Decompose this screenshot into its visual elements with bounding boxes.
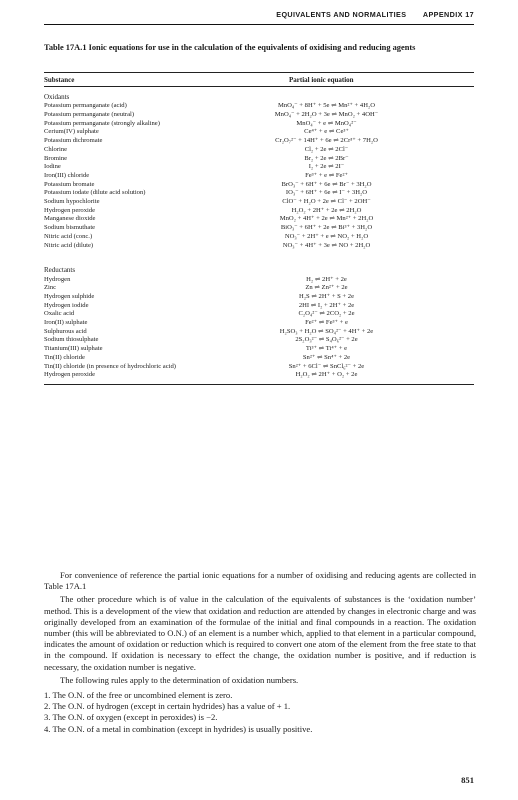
- paragraph: The following rules apply to the determination of oxidation numbers.: [60, 674, 299, 685]
- substance-cell: Hydrogen: [44, 275, 71, 283]
- equation-cell: NO₃⁻ + 4H⁺ + 3e ⇌ NO + 2H₂O: [282, 241, 371, 249]
- equation-cell: H₂SO₃ + H₂O ⇌ SO₄²⁻ + 4H⁺ + 2e: [279, 327, 374, 335]
- equation-cell: Sn²⁺ ⇌ Sn⁴⁺ + 2e: [302, 353, 351, 361]
- equation-cell: 2S₂O₃²⁻ ⇌ S₄O₆²⁻ + 2e: [295, 336, 358, 344]
- table-row: [44, 242, 474, 251]
- table-row: [44, 120, 474, 129]
- table-caption: Table 17A.1 Ionic equations for use in the calculation of the equivalents of oxidising and reducing agents: [44, 43, 416, 52]
- table-row: [44, 215, 474, 224]
- paragraph: For convenience of reference the partial ionic equations for a number of oxidising and reducing agents are collected in Table 17A.1: [44, 570, 476, 592]
- equation-cell: ClO⁻ + H₂O + 2e ⇌ Cl⁻ + 2OH⁻: [282, 198, 371, 206]
- equation-cell: MnO₂ + 4H⁺ + 2e ⇌ Mn²⁺ + 2H₂O: [279, 215, 374, 223]
- table-row: [44, 181, 474, 190]
- table-row: [44, 336, 474, 345]
- substance-cell: Manganese dioxide: [44, 215, 96, 223]
- equation-cell: Br₂ + 2e ⇌ 2Br⁻: [304, 154, 349, 162]
- equation-cell: MnO₄⁻ + 2H₂O + 3e ⇌ MnO₂ + 4OH⁻: [274, 111, 379, 118]
- substance-cell: Potassium permanganate (strongly alkaline): [44, 119, 160, 127]
- header-substance: Substance: [44, 75, 75, 84]
- table-row: [44, 319, 474, 328]
- table-row: [44, 284, 474, 293]
- equation-cell: Ce⁴⁺ + e ⇌ Ce³⁺: [304, 128, 349, 136]
- substance-cell: Sulphurous acid: [44, 327, 87, 335]
- substance-cell: Sodium bismuthate: [44, 224, 96, 232]
- substance-cell: Iron(III) chloride: [44, 171, 90, 179]
- substance-cell: Iron(II) sulphate: [44, 319, 88, 327]
- substance-cell: Iodine: [44, 163, 61, 171]
- substance-cell: Tin(II) chloride (in presence of hydrochloric acid): [44, 362, 176, 370]
- equation-cell: NO₃⁻ + 2H⁺ + e ⇌ NO₂ + H₂O: [284, 232, 369, 240]
- table-row: [44, 172, 474, 181]
- table-row: [44, 371, 474, 380]
- substance-cell: Nitric acid (dilute): [44, 241, 94, 249]
- rule-item: 2. The O.N. of hydrogen (except in certain hydrides) has a value of + 1.: [44, 701, 291, 712]
- substance-cell: Titanium(III) sulphate: [44, 345, 103, 353]
- equation-cell: C₂O₄²⁻ ⇌ 2CO₂ + 2e: [298, 310, 355, 318]
- header-equation: Partial ionic equation: [289, 75, 354, 84]
- table-row: [44, 354, 474, 363]
- equation-cell: MnO₄⁻ + e ⇌ MnO₄²⁻: [296, 119, 357, 127]
- table-row: [44, 189, 474, 198]
- equation-cell: Ti³⁺ ⇌ Ti⁴⁺ + e: [305, 345, 348, 353]
- rule-item: 3. The O.N. of oxygen (except in peroxides) is −2.: [44, 712, 218, 723]
- table-row: [44, 155, 474, 164]
- body-text: [44, 570, 476, 735]
- equation-cell: Zn ⇌ Zn²⁺ + 2e: [305, 284, 348, 292]
- table-row: [44, 233, 474, 242]
- substance-cell: Cerium(IV) sulphate: [44, 128, 99, 136]
- equation-cell: 2HI ⇌ I₂ + 2H⁺ + 2e: [298, 301, 355, 309]
- substance-cell: Sodium thiosulphate: [44, 336, 99, 344]
- substance-cell: Hydrogen sulphide: [44, 292, 95, 300]
- table-row: [44, 328, 474, 337]
- rule-item: 1. The O.N. of the free or uncombined element is zero.: [44, 690, 233, 701]
- substance-cell: Potassium permanganate (acid): [44, 102, 127, 110]
- table-row: [44, 102, 474, 111]
- substance-cell: Hydrogen peroxide: [44, 371, 96, 379]
- running-head-appendix: APPENDIX 17: [422, 10, 474, 19]
- substance-cell: Potassium iodate (dilute acid solution): [44, 189, 146, 197]
- equation-cell: Fe²⁺ ⇌ Fe³⁺ + e: [305, 319, 348, 327]
- equation-cell: Cr₂O₇²⁻ + 14H⁺ + 6e ⇌ 2Cr³⁺ + 7H₂O: [275, 137, 378, 145]
- equation-cell: H₂O₂ + 2H⁺ + 2e ⇌ 2H₂O: [291, 206, 362, 214]
- substance-cell: Potassium dichromate: [44, 137, 103, 145]
- equation-cell: H₂ ⇌ 2H⁺ + 2e: [306, 275, 347, 283]
- table-row: [44, 363, 474, 372]
- table-header-rule: [44, 86, 474, 87]
- substance-cell: Nitric acid (conc.): [44, 232, 93, 240]
- reductants-label: Reductants: [44, 266, 76, 275]
- table-row: [44, 128, 474, 137]
- equation-cell: BiO₃⁻ + 6H⁺ + 2e ⇌ Bi³⁺ + 3H₂O: [280, 224, 373, 232]
- table-row: [44, 198, 474, 207]
- oxidants-label: Oxidants: [44, 93, 70, 101]
- table-row: [44, 302, 474, 311]
- table-row: [44, 224, 474, 233]
- running-head: [44, 10, 474, 25]
- substance-cell: Oxalic acid: [44, 310, 75, 318]
- table-row: [44, 207, 474, 216]
- substance-cell: Hydrogen peroxide: [44, 206, 96, 214]
- equation-cell: Fe³⁺ + e ⇌ Fe²⁺: [305, 171, 348, 179]
- equation-cell: Cl₂ + 2e ⇌ 2Cl⁻: [304, 145, 349, 153]
- table-bottom-rule: [44, 384, 474, 385]
- reductants-rows: [44, 276, 474, 380]
- equation-cell: H₂O₂ ⇌ 2H⁺ + O₂ + 2e: [295, 371, 358, 379]
- substance-cell: Sodium hypochlorite: [44, 198, 100, 206]
- paragraph: The other procedure which is of value in the calculation of the equivalents of substances is the ‘oxidation number’ method. This is a development of the view that oxidation and reduction are attended by changes in electronic charge and was originally developed from an examination of the formulae of the initial and final compounds in a reaction. The oxidation number (this will be abbreviated to O.N.) of an element is a number which, applied to that element in a particular compound, indicates the amount of oxidation or reduction which is required to convert one atom of the element from the free state to that in the compound. If oxidation is necessary to effect the change, the oxidation number is positive, and if reduction is necessary, the oxidation number is negative.: [44, 594, 476, 672]
- table-row: [44, 293, 474, 302]
- equation-cell: I₂ + 2e ⇌ 2I⁻: [308, 163, 345, 171]
- equation-cell: H₂S ⇌ 2H⁺ + S + 2e: [298, 292, 354, 300]
- equation-cell: IO₃⁻ + 6H⁺ + 6e ⇌ I⁻ + 3H₂O: [285, 189, 368, 197]
- substance-cell: Bromine: [44, 154, 68, 162]
- rule-item: 4. The O.N. of a metal in combination (except in hydrides) is usually positive.: [44, 723, 313, 734]
- oxidants-rows: [44, 102, 474, 250]
- table-header-row: [44, 73, 474, 86]
- table-row: [44, 276, 474, 285]
- substance-cell: Hydrogen iodide: [44, 301, 89, 309]
- reductants-section: [44, 266, 474, 380]
- substance-cell: Chlorine: [44, 145, 68, 153]
- equation-cell: Sn²⁺ + 6Cl⁻ ⇌ SnCl₆²⁻ + 2e: [288, 362, 365, 370]
- equations-table: [44, 72, 474, 385]
- running-head-section: EQUIVALENTS AND NORMALITIES: [276, 10, 407, 19]
- equation-cell: MnO₄⁻ + 8H⁺ + 5e ⇌ Mn²⁺ + 4H₂O: [277, 102, 376, 110]
- equation-cell: BrO₃⁻ + 6H⁺ + 6e ⇌ Br⁻ + 3H₂O: [281, 180, 372, 188]
- substance-cell: Zinc: [44, 284, 57, 292]
- table-row: [44, 163, 474, 172]
- table-row: [44, 345, 474, 354]
- table-row: [44, 146, 474, 155]
- table-row: [44, 310, 474, 319]
- substance-cell: Potassium bromate: [44, 180, 95, 188]
- substance-cell: Tin(II) chloride: [44, 353, 85, 361]
- page-number: 851: [461, 775, 474, 785]
- table-row: [44, 137, 474, 146]
- oxidants-section: [44, 93, 474, 250]
- rules-list: [44, 690, 476, 735]
- substance-cell: Potassium permanganate (neutral): [44, 111, 135, 118]
- table-row: [44, 111, 474, 120]
